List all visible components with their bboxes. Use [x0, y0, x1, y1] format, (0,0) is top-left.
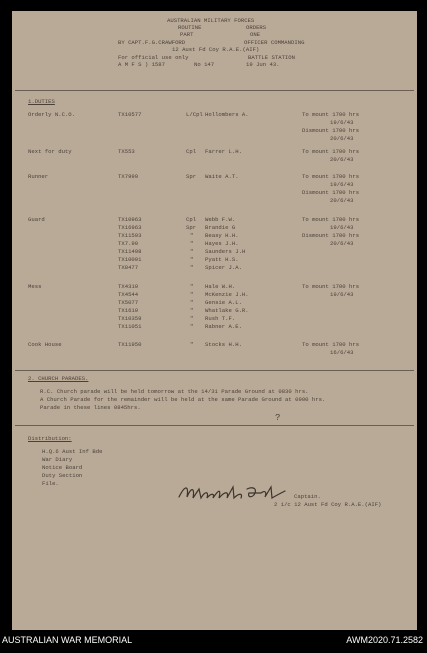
- church-rule: [15, 425, 414, 426]
- duty-rank: Spr: [186, 173, 197, 180]
- header-station: BATTLE STATION: [248, 54, 295, 61]
- duty-time: 19/6/43: [330, 119, 354, 126]
- duty-name: Gensie A.L.: [205, 299, 242, 306]
- duty-number: TX10577: [118, 111, 142, 118]
- distribution-item: War Diary: [42, 456, 73, 463]
- duty-rank: ": [190, 299, 194, 306]
- distribution-item: File.: [42, 480, 59, 487]
- duty-rank: ": [190, 283, 194, 290]
- duty-number: TX8477: [118, 264, 139, 271]
- duty-time: To mount 1700 hrs: [302, 148, 360, 155]
- church-line-2: A Church Parade for the remainder will be held at the same Parade Ground at 0900 hrs.: [40, 396, 326, 403]
- duty-number: TX1610: [118, 307, 139, 314]
- duty-name: Beasy H.H.: [205, 232, 239, 239]
- distribution-item: Notice Board: [42, 464, 83, 471]
- distribution-item: Duty Section: [42, 472, 83, 479]
- church-line-1: R.C. Church parade will be held tomorrow at the 14/31 Parade Ground at 0830 hrs.: [40, 388, 309, 395]
- footer-left: AUSTRALIAN WAR MEMORIAL: [2, 635, 133, 645]
- header-by: BY CAPT.F.G.CRAWFORD: [118, 39, 186, 46]
- duty-number: TX10359: [118, 315, 142, 322]
- duty-role: Runner: [28, 173, 49, 180]
- header-routine: ROUTINE: [178, 24, 202, 31]
- distribution-title: Distribution:: [28, 435, 72, 442]
- duty-name: Saunders J.H: [205, 248, 246, 255]
- header-form: A M F S ) 1587: [118, 61, 165, 68]
- header-org: AUSTRALIAN MILITARY FORCES: [167, 17, 255, 24]
- duty-name: Rush T.F.: [205, 315, 236, 322]
- duty-role: Next for duty: [28, 148, 72, 155]
- header-rule: [15, 90, 414, 91]
- duty-number: TX16963: [118, 224, 142, 231]
- header-part: PART: [180, 31, 194, 38]
- duty-role: Orderly N.C.O.: [28, 111, 75, 118]
- duty-time: 19/6/43: [330, 181, 354, 188]
- duty-name: Hayes J.H.: [205, 240, 239, 247]
- duty-rank: ": [190, 291, 194, 298]
- duty-time: 20/6/43: [330, 135, 354, 142]
- duty-role: Guard: [28, 216, 45, 223]
- duty-number: TX5077: [118, 299, 139, 306]
- duty-name: Brandie G: [205, 224, 236, 231]
- duty-time: 20/6/43: [330, 240, 354, 247]
- duty-rank: ": [190, 307, 194, 314]
- duty-name: Whatlake G.R.: [205, 307, 249, 314]
- duty-role: Mess: [28, 283, 42, 290]
- duty-time: To mount 1700 hrs: [302, 341, 360, 348]
- duty-name: Rabner A.E.: [205, 323, 242, 330]
- duty-time: 20/6/43: [330, 197, 354, 204]
- duty-name: Webb F.W.: [205, 216, 236, 223]
- duty-time: To mount 1700 hrs: [302, 111, 360, 118]
- duties-heading: 1.DUTIES: [28, 98, 55, 105]
- header-orders: ORDERS: [246, 24, 267, 31]
- duty-rank: L/Cpl: [186, 111, 203, 118]
- duty-time: To mount 1700 hrs: [302, 173, 360, 180]
- duty-name: Hale W.H.: [205, 283, 236, 290]
- header-one: ONE: [250, 31, 261, 38]
- duty-time: To mount 1700 hrs: [302, 283, 360, 290]
- question-mark: ?: [275, 413, 281, 423]
- duty-name: Farrer L.H.: [205, 148, 242, 155]
- header-official: For official use only: [118, 54, 189, 61]
- duty-role: Cook House: [28, 341, 62, 348]
- church-heading: 2. CHURCH PARADES.: [28, 375, 89, 382]
- document-page: [12, 11, 417, 630]
- duty-rank: ": [190, 256, 194, 263]
- duty-time: To mount 1700 hrs: [302, 216, 360, 223]
- footer-right: AWM2020.71.2582: [346, 635, 423, 645]
- header-date: 19 Jun 43.: [246, 61, 280, 68]
- duty-rank: Spr: [186, 224, 197, 231]
- duty-number: TX7.90: [118, 240, 139, 247]
- duty-number: TX10963: [118, 216, 142, 223]
- duties-rule: [15, 370, 414, 371]
- duty-time: 20/6/43: [330, 156, 354, 163]
- signoff-rank: Captain.: [294, 493, 321, 500]
- duty-number: TX10091: [118, 256, 142, 263]
- duty-name: McKenzie J.H.: [205, 291, 249, 298]
- duty-rank: ": [190, 323, 194, 330]
- duty-name: Spicer J.A.: [205, 264, 242, 271]
- duty-time: Dismount 1700 hrs: [302, 232, 360, 239]
- duty-number: TX11593: [118, 232, 142, 239]
- duty-rank: ": [190, 248, 194, 255]
- duty-rank: ": [190, 315, 194, 322]
- signoff-unit: 2 i/c 12 Aust Fd Coy R.A.E.(AIF): [274, 501, 382, 508]
- header-officer: OFFICER COMMANDING: [244, 39, 305, 46]
- header-number: No 147: [194, 61, 215, 68]
- duty-rank: Cpl: [186, 216, 197, 223]
- duty-rank: Cpl: [186, 148, 197, 155]
- duty-number: TX553: [118, 148, 135, 155]
- duty-rank: ": [190, 240, 194, 247]
- duty-number: TX11950: [118, 341, 142, 348]
- duty-rank: ": [190, 232, 194, 239]
- duty-number: TX4310: [118, 283, 139, 290]
- duty-time: 19/6/43: [330, 291, 354, 298]
- duty-time: Dismount 1700 hrs: [302, 127, 360, 134]
- duty-number: TX11051: [118, 323, 142, 330]
- duty-time: 16/6/43: [330, 349, 354, 356]
- distribution-item: H.Q.6 Aust Inf Bde: [42, 448, 103, 455]
- duty-name: Hollombers A.: [205, 111, 249, 118]
- church-line-3: Parade in these lines 0845hrs.: [40, 404, 141, 411]
- duty-number: TX11498: [118, 248, 142, 255]
- duty-time: Dismount 1700 hrs: [302, 189, 360, 196]
- duty-rank: ": [190, 341, 194, 348]
- handwritten-signature: [177, 481, 297, 503]
- duty-number: TX7999: [118, 173, 139, 180]
- duty-name: Pyatt H.S.: [205, 256, 239, 263]
- duty-rank: ": [190, 264, 194, 271]
- duty-name: Stocks H.H.: [205, 341, 242, 348]
- header-unit: 12 Aust Fd Coy R.A.E.(AIF): [172, 46, 260, 53]
- duty-name: Waite A.T.: [205, 173, 239, 180]
- duty-number: TX4544: [118, 291, 139, 298]
- duty-time: 19/6/43: [330, 224, 354, 231]
